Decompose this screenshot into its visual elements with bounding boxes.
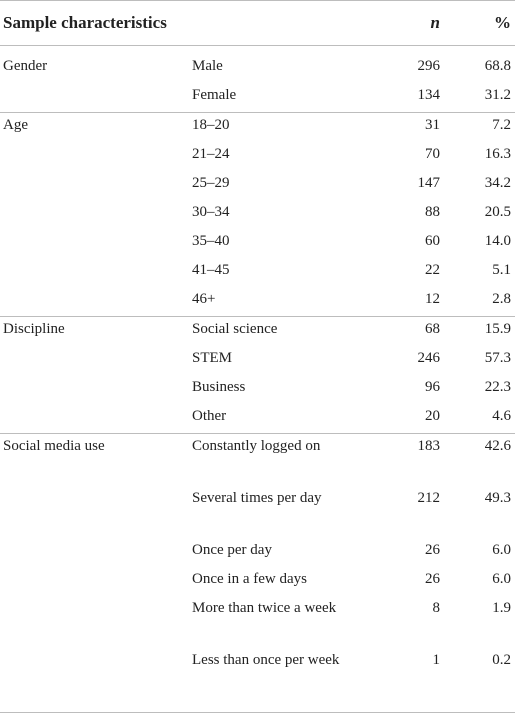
percent-cell: 34.2 bbox=[484, 175, 512, 191]
table-bottom-rule bbox=[0, 712, 515, 713]
subcategory-label: Once per day bbox=[192, 542, 272, 558]
table-row bbox=[0, 346, 515, 375]
subcategory-label: Other bbox=[190, 404, 378, 434]
subcategory-label: 21–24 bbox=[192, 146, 230, 162]
table-row bbox=[0, 258, 515, 287]
count-cell: 22 bbox=[425, 262, 441, 278]
subcategory-label: More than twice a week bbox=[192, 600, 337, 616]
table-row bbox=[0, 486, 515, 538]
category-label: Discipline bbox=[3, 321, 65, 337]
table-row bbox=[0, 200, 515, 229]
subcategory-label: 30–34 bbox=[192, 204, 230, 220]
subcategory-label: 25–29 bbox=[192, 175, 230, 191]
table-row bbox=[0, 596, 515, 648]
percent-cell: 57.3 bbox=[484, 350, 512, 366]
percent-cell: 0.2 bbox=[492, 652, 512, 668]
table-row bbox=[0, 287, 515, 317]
table-row bbox=[0, 317, 515, 347]
count-cell: 147 bbox=[417, 175, 441, 191]
count-cell: 70 bbox=[425, 146, 441, 162]
count-cell: 26 bbox=[425, 571, 441, 587]
count-cell: 31 bbox=[425, 117, 441, 133]
subcategory-label: 41–45 bbox=[192, 262, 230, 278]
category-label: Gender bbox=[3, 58, 48, 74]
percent-cell: 1.9 bbox=[492, 600, 512, 616]
percent-cell: 15.9 bbox=[484, 321, 512, 337]
table-row bbox=[0, 171, 515, 200]
percent-cell: 20.5 bbox=[484, 204, 512, 220]
subcategory-label: 46+ bbox=[190, 287, 378, 317]
table-row bbox=[0, 375, 515, 404]
percent-cell: 31.2 bbox=[448, 83, 515, 113]
header-label: Sample characteristics bbox=[0, 1, 378, 46]
percent-cell: 42.6 bbox=[484, 438, 512, 454]
count-cell: 134 bbox=[378, 83, 448, 113]
subcategory-label: Several times per day bbox=[192, 490, 322, 506]
percent-cell: 2.8 bbox=[448, 287, 515, 317]
count-cell: 68 bbox=[425, 321, 441, 337]
count-cell: 296 bbox=[417, 58, 441, 74]
count-cell: 212 bbox=[417, 490, 441, 506]
count-cell: 8 bbox=[432, 600, 441, 616]
subcategory-label: Constantly logged on bbox=[192, 438, 321, 454]
percent-cell: 6.0 bbox=[492, 542, 512, 558]
table-row bbox=[0, 434, 515, 487]
subcategory-label: Male bbox=[192, 58, 223, 74]
count-cell: 246 bbox=[417, 350, 441, 366]
header-percent: % bbox=[448, 1, 515, 46]
subcategory-label: Female bbox=[190, 83, 378, 113]
percent-cell: 4.6 bbox=[448, 404, 515, 434]
count-cell: 1 bbox=[432, 652, 441, 668]
count-cell: 88 bbox=[425, 204, 441, 220]
subcategory-label: STEM bbox=[192, 350, 233, 366]
table-header-row bbox=[0, 1, 515, 46]
category-label: Age bbox=[3, 117, 28, 133]
percent-cell: 16.3 bbox=[484, 146, 512, 162]
percent-cell: 5.1 bbox=[492, 262, 512, 278]
count-cell: 60 bbox=[425, 233, 441, 249]
table-row bbox=[0, 113, 515, 143]
count-cell: 12 bbox=[378, 287, 448, 317]
count-cell: 20 bbox=[378, 404, 448, 434]
percent-cell: 6.0 bbox=[492, 571, 512, 587]
subcategory-label: Once in a few days bbox=[192, 571, 307, 587]
table-row bbox=[0, 538, 515, 567]
table-row bbox=[0, 83, 515, 113]
percent-cell: 14.0 bbox=[484, 233, 512, 249]
header-n: n bbox=[378, 1, 448, 46]
subcategory-label: 35–40 bbox=[192, 233, 230, 249]
table-row bbox=[0, 567, 515, 596]
percent-cell: 22.3 bbox=[484, 379, 512, 395]
table-row bbox=[0, 229, 515, 258]
count-cell: 96 bbox=[425, 379, 441, 395]
percent-cell: 7.2 bbox=[492, 117, 512, 133]
subcategory-label: Social science bbox=[192, 321, 278, 337]
table-row bbox=[0, 404, 515, 434]
count-cell: 26 bbox=[425, 542, 441, 558]
table-row bbox=[0, 648, 515, 700]
table-row bbox=[0, 142, 515, 171]
subcategory-label: Less than once per week bbox=[192, 652, 340, 668]
table-row bbox=[0, 46, 515, 84]
subcategory-label: 18–20 bbox=[192, 117, 230, 133]
subcategory-label: Business bbox=[192, 379, 246, 395]
percent-cell: 49.3 bbox=[484, 490, 512, 506]
percent-cell: 68.8 bbox=[484, 58, 512, 74]
count-cell: 183 bbox=[417, 438, 441, 454]
category-label: Social media use bbox=[3, 438, 105, 454]
